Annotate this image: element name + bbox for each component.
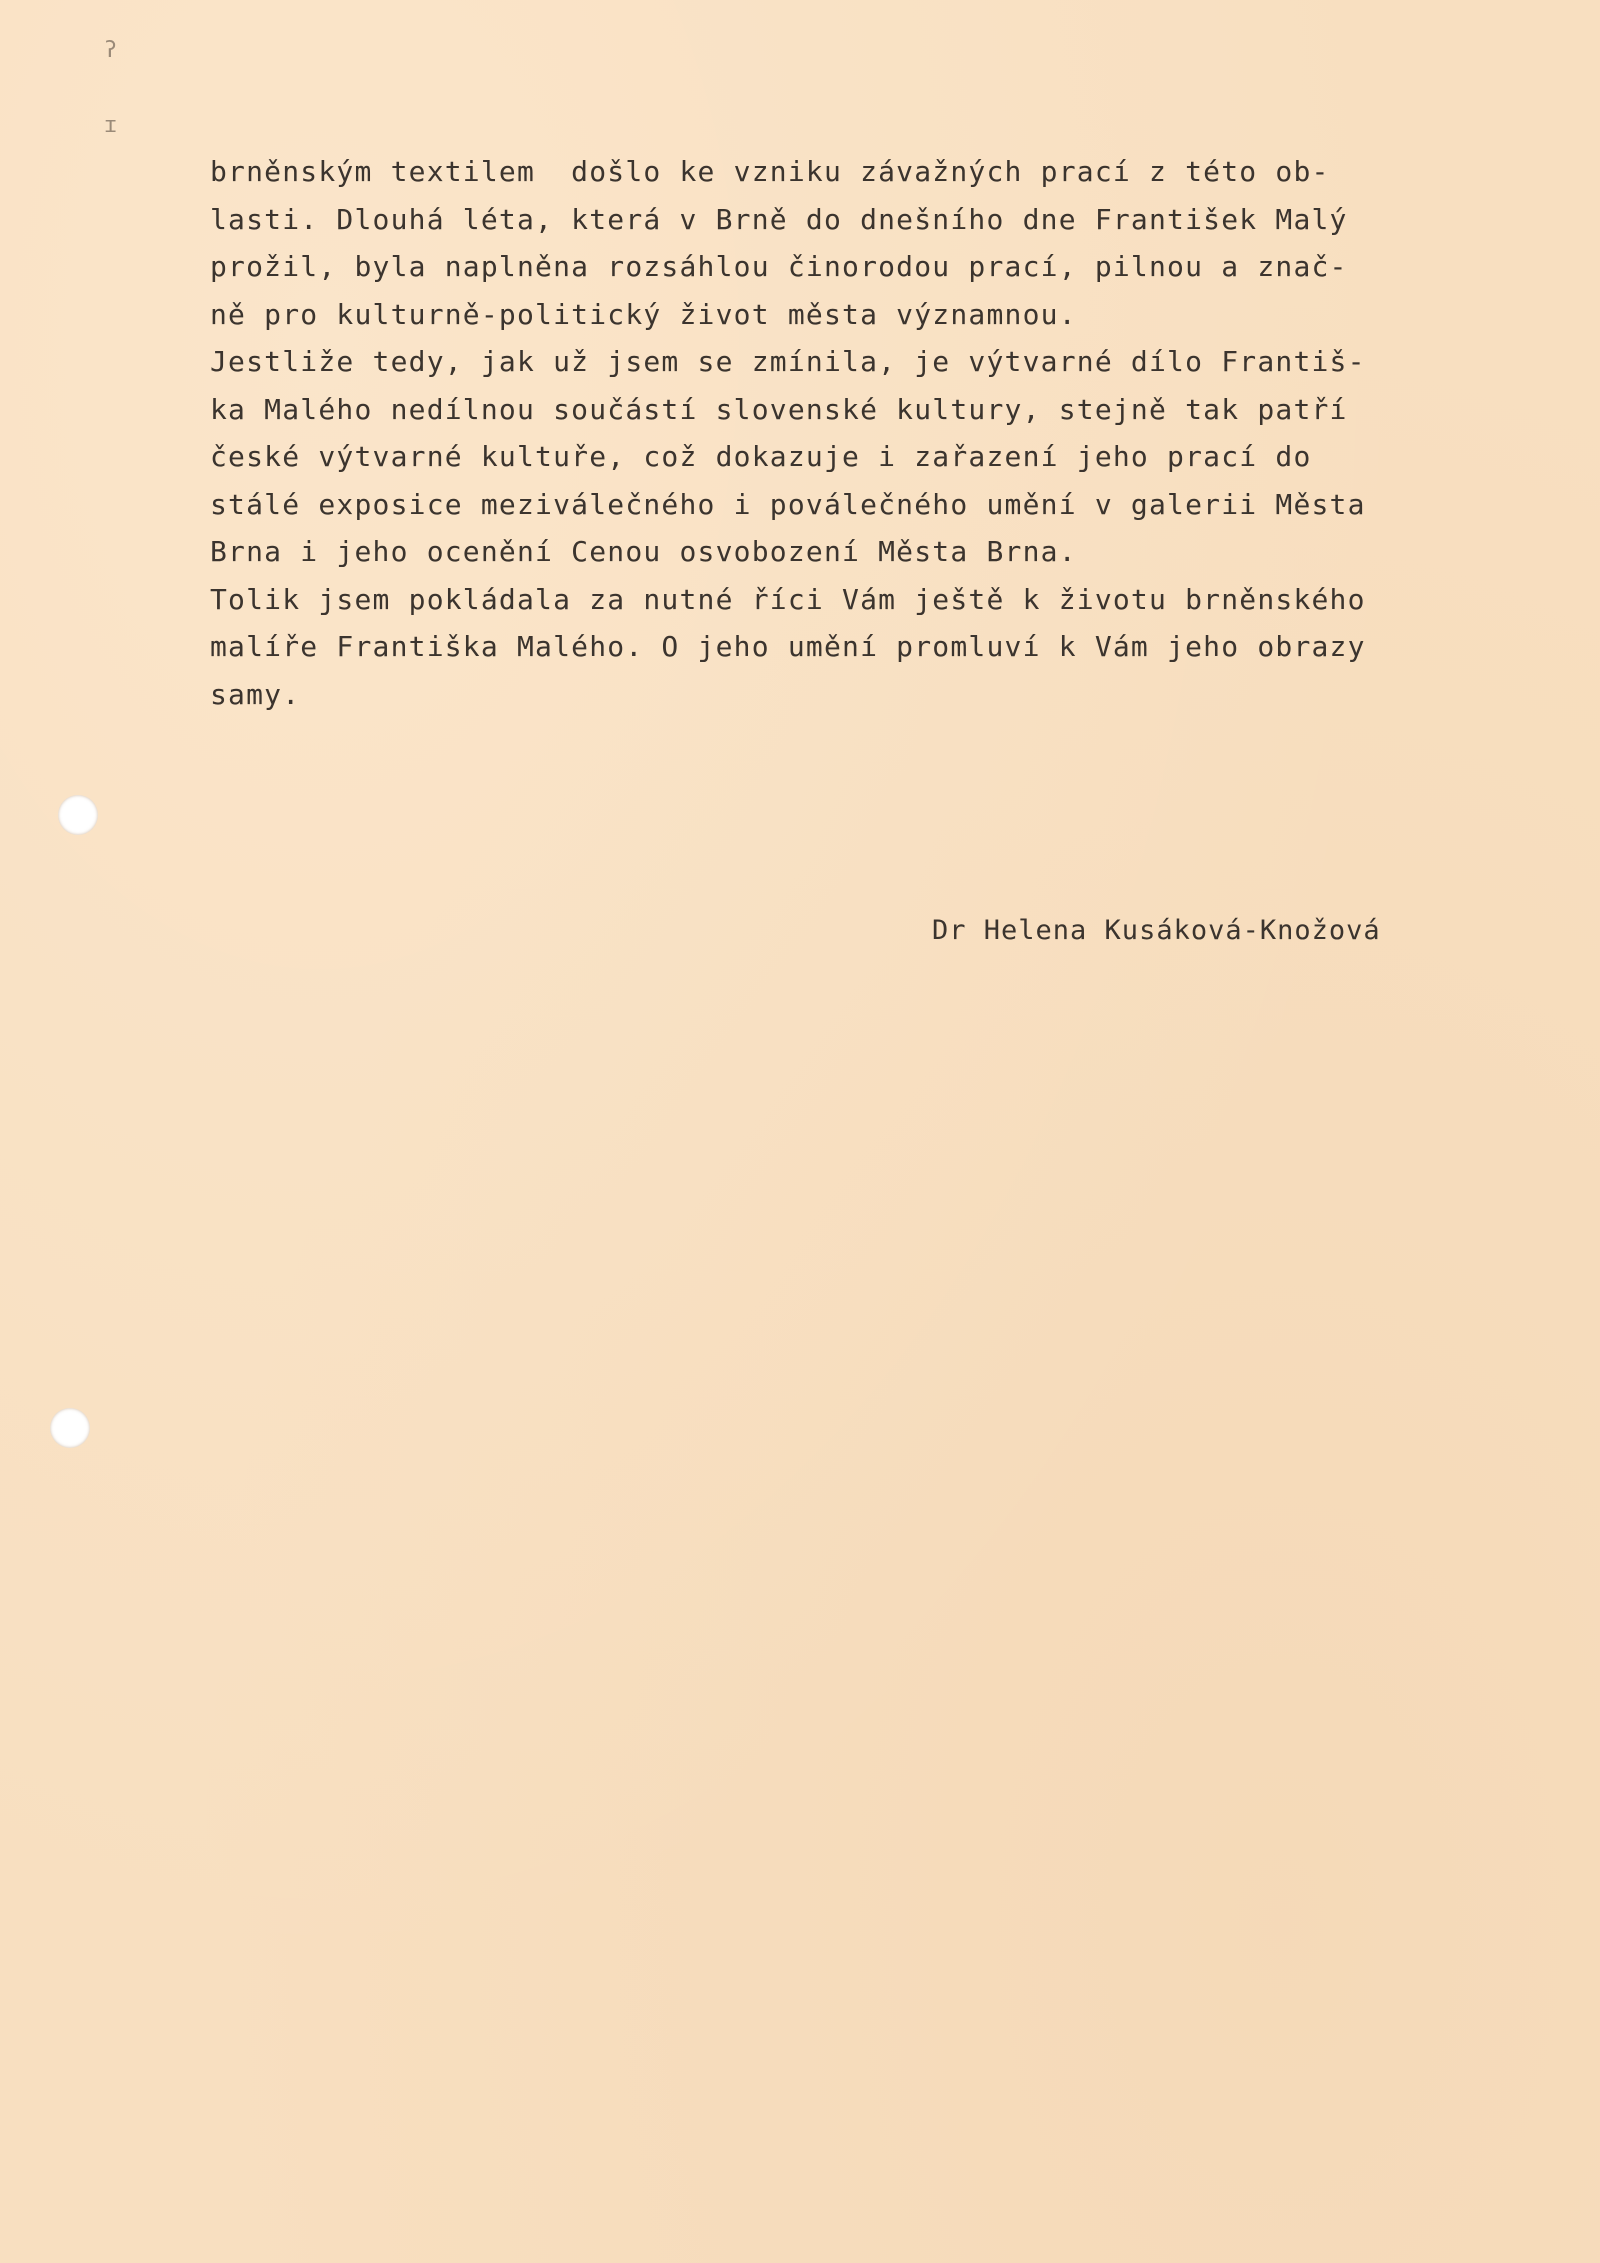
text-line: ka Malého nedílnou součástí slovenské kultury, stejně tak patří (210, 392, 1348, 426)
text-line: prožil, byla naplněna rozsáhlou činorodou prací, pilnou a znač- (210, 250, 1348, 283)
punch-hole (58, 795, 98, 835)
margin-mark: ʔ (104, 38, 118, 63)
text-line: stálé exposice meziválečného i poválečného umění v galerii Města (210, 487, 1366, 521)
text-line: malíře Františka Malého. O jeho umění promluví k Vám jeho obrazy (210, 630, 1366, 663)
text-line: české výtvarné kultuře, což dokazuje i zařazení jeho prací do (210, 440, 1312, 473)
punch-hole (50, 1408, 90, 1448)
text-line: samy. (210, 677, 301, 711)
text-line: Brna i jeho ocenění Cenou osvobození Města Brna. (210, 535, 1077, 568)
typewritten-body (210, 148, 1510, 718)
text-line: brněnským textilem došlo ke vzniku závažných prací z této ob- (210, 155, 1330, 188)
author-signature: Dr Helena Kusáková-Knožová (932, 915, 1381, 946)
text-line: ně pro kulturně-politický život města významnou. (210, 297, 1077, 331)
text-line: Tolik jsem pokládala za nutné říci Vám ještě k životu brněnského (210, 582, 1366, 616)
margin-mark: ɪ (104, 113, 118, 138)
text-line: lasti. Dlouhá léta, která v Brně do dnešního dne František Malý (210, 202, 1348, 236)
text-line: Jestliže tedy, jak už jsem se zmínila, je výtvarné dílo Františ- (210, 345, 1366, 378)
